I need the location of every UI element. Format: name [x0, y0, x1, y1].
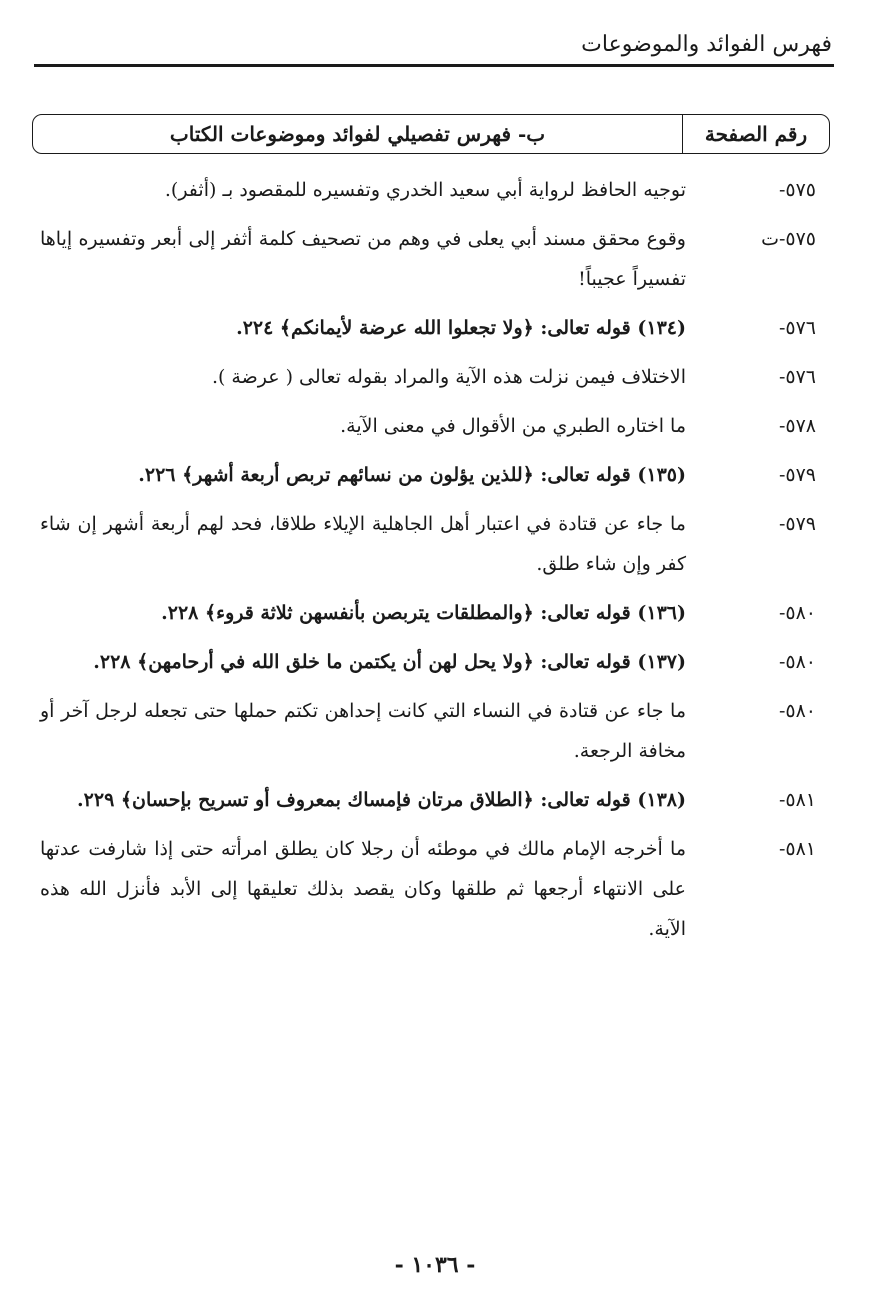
page-column-header: رقم الصفحة	[682, 115, 829, 153]
entry-page-ref: ٥٨١-	[778, 838, 816, 860]
entry-text: (١٣٥) قوله تعالى: ﴿للذين يؤلون من نسائهم تربص أربعة أشهر﴾ ٢٢٦.	[138, 464, 686, 486]
entry-text: (١٣٤) قوله تعالى: ﴿ولا تجعلوا الله عرضة لأيمانكم﴾ ٢٢٤.	[236, 317, 686, 339]
table-header	[32, 114, 830, 154]
entry-page-ref: ٥٧٩-	[778, 464, 816, 486]
index-entry	[40, 455, 820, 495]
entry-text: ما جاء عن قتادة في النساء التي كانت إحداهن تكتم حملها حتى تجعله لرجل آخر أو مخافة الرجعة.	[40, 700, 686, 762]
page-number: - ١٠٣٦ -	[394, 1252, 476, 1278]
entry-text: وقوع محقق مسند أبي يعلى في وهم من تصحيف كلمة أثفر إلى أبعر وتفسيره إياها تفسيراً عجيباً!	[40, 228, 686, 290]
title-column-header: ب- فهرس تفصيلي لفوائد وموضوعات الكتاب	[169, 122, 546, 146]
entry-page-ref: ٥٧٦-	[778, 366, 816, 388]
index-entries	[40, 170, 820, 958]
entry-text: ما أخرجه الإمام مالك في موطئه أن رجلا كان يطلق امرأته حتى إذا شارفت عدتها على الانتهاء أرجعها ثم طلقها وكان يقصد بذلك تعليقها إلى الأبد فأنزل الله هذه الآية.	[40, 838, 686, 940]
entry-text: (١٣٨) قوله تعالى: ﴿الطلاق مرتان فإمساك بمعروف أو تسريح بإحسان﴾ ٢٢٩.	[77, 789, 686, 811]
entry-page-ref: ٥٧٥-ت	[761, 228, 816, 250]
entry-text: الاختلاف فيمن نزلت هذه الآية والمراد بقوله تعالى ( عرضة ).	[211, 366, 686, 388]
entry-page-ref: ٥٨١-	[778, 789, 816, 811]
entry-page-ref: ٥٨٠-	[778, 700, 816, 722]
entry-text: (١٣٦) قوله تعالى: ﴿والمطلقات يتربصن بأنفسهن ثلاثة قروء﴾ ٢٢٨.	[161, 602, 686, 624]
index-entry	[40, 780, 820, 820]
entry-page-ref: ٥٧٥-	[778, 179, 816, 201]
index-entry	[40, 219, 820, 299]
entry-text: توجيه الحافظ لرواية أبي سعيد الخدري وتفسيره للمقصود بـ (أثفر).	[164, 179, 686, 201]
index-entry	[40, 504, 820, 584]
index-entry	[40, 357, 820, 397]
index-entry	[40, 308, 820, 348]
index-entry	[40, 829, 820, 949]
entry-page-ref: ٥٧٩-	[778, 513, 816, 535]
index-entry	[40, 691, 820, 771]
index-entry	[40, 593, 820, 633]
index-entry	[40, 642, 820, 682]
running-head: فهرس الفوائد والموضوعات	[581, 32, 832, 57]
entry-page-ref: ٥٧٦-	[778, 317, 816, 339]
entry-text: (١٣٧) قوله تعالى: ﴿ولا يحل لهن أن يكتمن ما خلق الله في أرحامهن﴾ ٢٢٨.	[93, 651, 686, 673]
index-entry	[40, 170, 820, 210]
header-rule	[34, 64, 834, 67]
entry-page-ref: ٥٨٠-	[778, 602, 816, 624]
entry-text: ما جاء عن قتادة في اعتبار أهل الجاهلية الإيلاء طلاقا، فحد لهم أربعة أشهر إن شاء كفر وإن شاء طلق.	[40, 513, 686, 575]
index-entry	[40, 406, 820, 446]
entry-page-ref: ٥٨٠-	[778, 651, 816, 673]
entry-page-ref: ٥٧٨-	[778, 415, 816, 437]
entry-text: ما اختاره الطبري من الأقوال في معنى الآية.	[340, 415, 686, 437]
